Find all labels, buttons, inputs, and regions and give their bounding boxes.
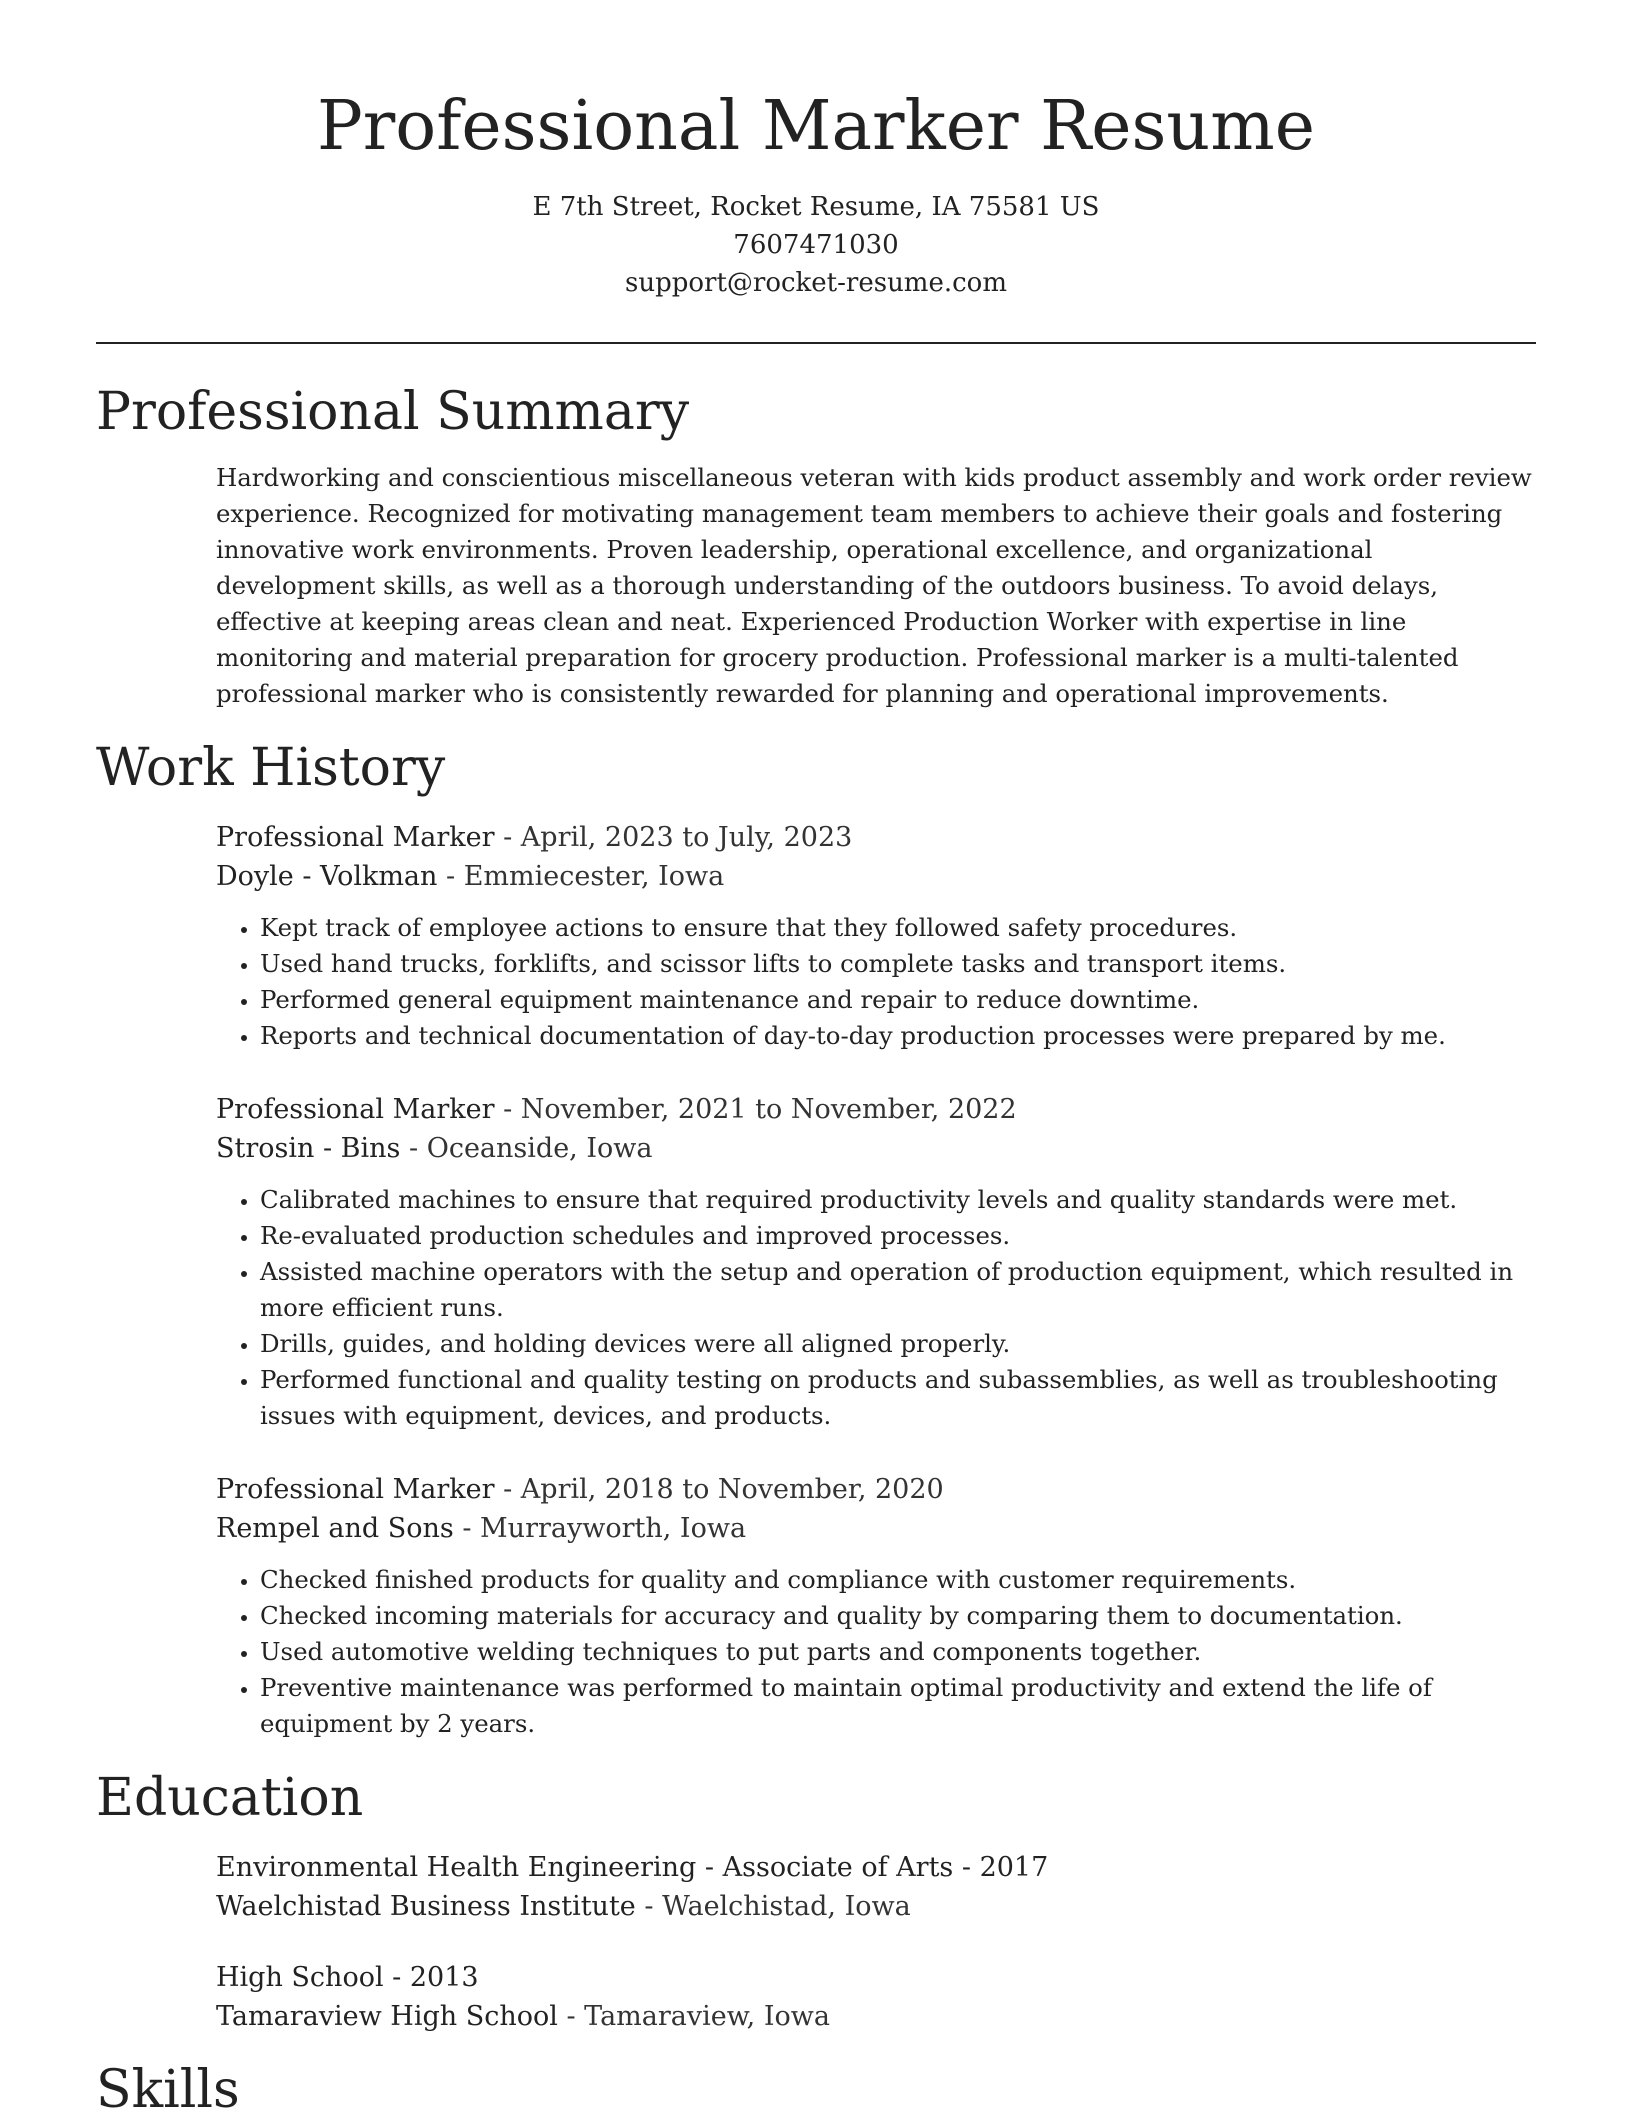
- skills-heading: Skills: [96, 2060, 240, 2120]
- list-item: • Calibrated machines to ensure that required productivity levels and quality standards were met.: [260, 1182, 1536, 1218]
- education-entry: [216, 1848, 1536, 1926]
- list-item: • Used automotive welding techniques to put parts and components together.: [260, 1634, 1536, 1670]
- job-entry: [216, 818, 1536, 1054]
- job-bullets: [216, 910, 1536, 1054]
- list-item: • Drills, guides, and holding devices were all aligned properly.: [260, 1326, 1536, 1362]
- summary-heading: Professional Summary: [96, 382, 690, 442]
- job-bullets: [216, 1562, 1536, 1742]
- contact-info: [0, 188, 1632, 302]
- job-entry: [216, 1090, 1536, 1434]
- list-item: • Checked incoming materials for accuracy and quality by comparing them to documentation.: [260, 1598, 1536, 1634]
- job-dates: - April, 2018 to November, 2020: [494, 1474, 944, 1505]
- job-role: Professional Marker: [216, 822, 495, 853]
- email: support@rocket-resume.com: [624, 268, 1007, 298]
- education-degree-line: High School - 2013: [216, 1962, 479, 1993]
- address: E 7th Street, Rocket Resume, IA 75581 US: [532, 192, 1100, 222]
- job-entry: [216, 1470, 1536, 1742]
- job-company: Rempel and Sons: [216, 1513, 454, 1544]
- resume-title: Professional Marker Resume: [317, 87, 1315, 166]
- job-dates: - November, 2021 to November, 2022: [494, 1094, 1017, 1125]
- list-item: • Kept track of employee actions to ensure that they followed safety procedures.: [260, 910, 1536, 946]
- header-divider: [96, 342, 1536, 344]
- education-school-line: [216, 1887, 1536, 1926]
- education-location: - Waelchistad, Iowa: [635, 1891, 911, 1922]
- list-item: • Performed general equipment maintenance and repair to reduce downtime.: [260, 982, 1536, 1018]
- job-title-line: [216, 1470, 1536, 1509]
- job-location: - Murrayworth, Iowa: [453, 1513, 747, 1544]
- education-location: - Tamaraview, Iowa: [557, 2001, 830, 2032]
- resume-header: [0, 0, 1632, 302]
- job-company-line: [216, 857, 1536, 896]
- list-item: • Preventive maintenance was performed to maintain optimal productivity and extend the life of equipment by 2 years.: [260, 1670, 1536, 1742]
- job-location: - Emmiecester, Iowa: [437, 861, 725, 892]
- summary-text: Hardworking and conscientious miscellaneous veteran with kids product assembly and work order review experience. Recognized for motivating management team members to achieve their goals and fostering innovative work environments. Proven leadership, operational excellence, and organizational development skills, as well as a thorough understanding of the outdoors business. To avoid delays, effective at keeping areas clean and neat. Experienced Production Worker with expertise in line monitoring and material preparation for grocery production. Professional marker is a multi-talented professional marker who is consistently rewarded for planning and operational improvements.: [216, 463, 1532, 708]
- education-school: Tamaraview High School: [216, 2001, 558, 2032]
- education-school: Waelchistad Business Institute: [216, 1891, 636, 1922]
- education-entry: [216, 1958, 1536, 2036]
- job-company-line: [216, 1509, 1536, 1548]
- list-item: • Re-evaluated production schedules and improved processes.: [260, 1218, 1536, 1254]
- job-title-line: [216, 1090, 1536, 1129]
- phone: 7607471030: [733, 230, 899, 260]
- list-item: • Performed functional and quality testing on products and subassemblies, as well as troubleshooting issues with equipment, devices, and products.: [260, 1362, 1536, 1434]
- job-company: Doyle - Volkman: [216, 861, 438, 892]
- job-company-line: [216, 1129, 1536, 1168]
- education-heading: Education: [96, 1768, 364, 1828]
- list-item: • Used hand trucks, forklifts, and scissor lifts to complete tasks and transport items.: [260, 946, 1536, 982]
- summary-section: [216, 460, 1536, 712]
- list-item: • Reports and technical documentation of day-to-day production processes were prepared by me.: [260, 1018, 1536, 1054]
- list-item: • Assisted machine operators with the setup and operation of production equipment, which resulted in more efficient runs.: [260, 1254, 1536, 1326]
- education-degree-line: Environmental Health Engineering - Associate of Arts - 2017: [216, 1852, 1049, 1883]
- list-item: • Checked finished products for quality and compliance with customer requirements.: [260, 1562, 1536, 1598]
- job-title-line: [216, 818, 1536, 857]
- job-location: - Oceanside, Iowa: [400, 1133, 653, 1164]
- education-school-line: [216, 1997, 1536, 2036]
- job-role: Professional Marker: [216, 1474, 495, 1505]
- job-company: Strosin - Bins: [216, 1133, 401, 1164]
- job-role: Professional Marker: [216, 1094, 495, 1125]
- job-dates: - April, 2023 to July, 2023: [494, 822, 853, 853]
- job-bullets: [216, 1182, 1536, 1434]
- work-history-heading: Work History: [96, 738, 446, 798]
